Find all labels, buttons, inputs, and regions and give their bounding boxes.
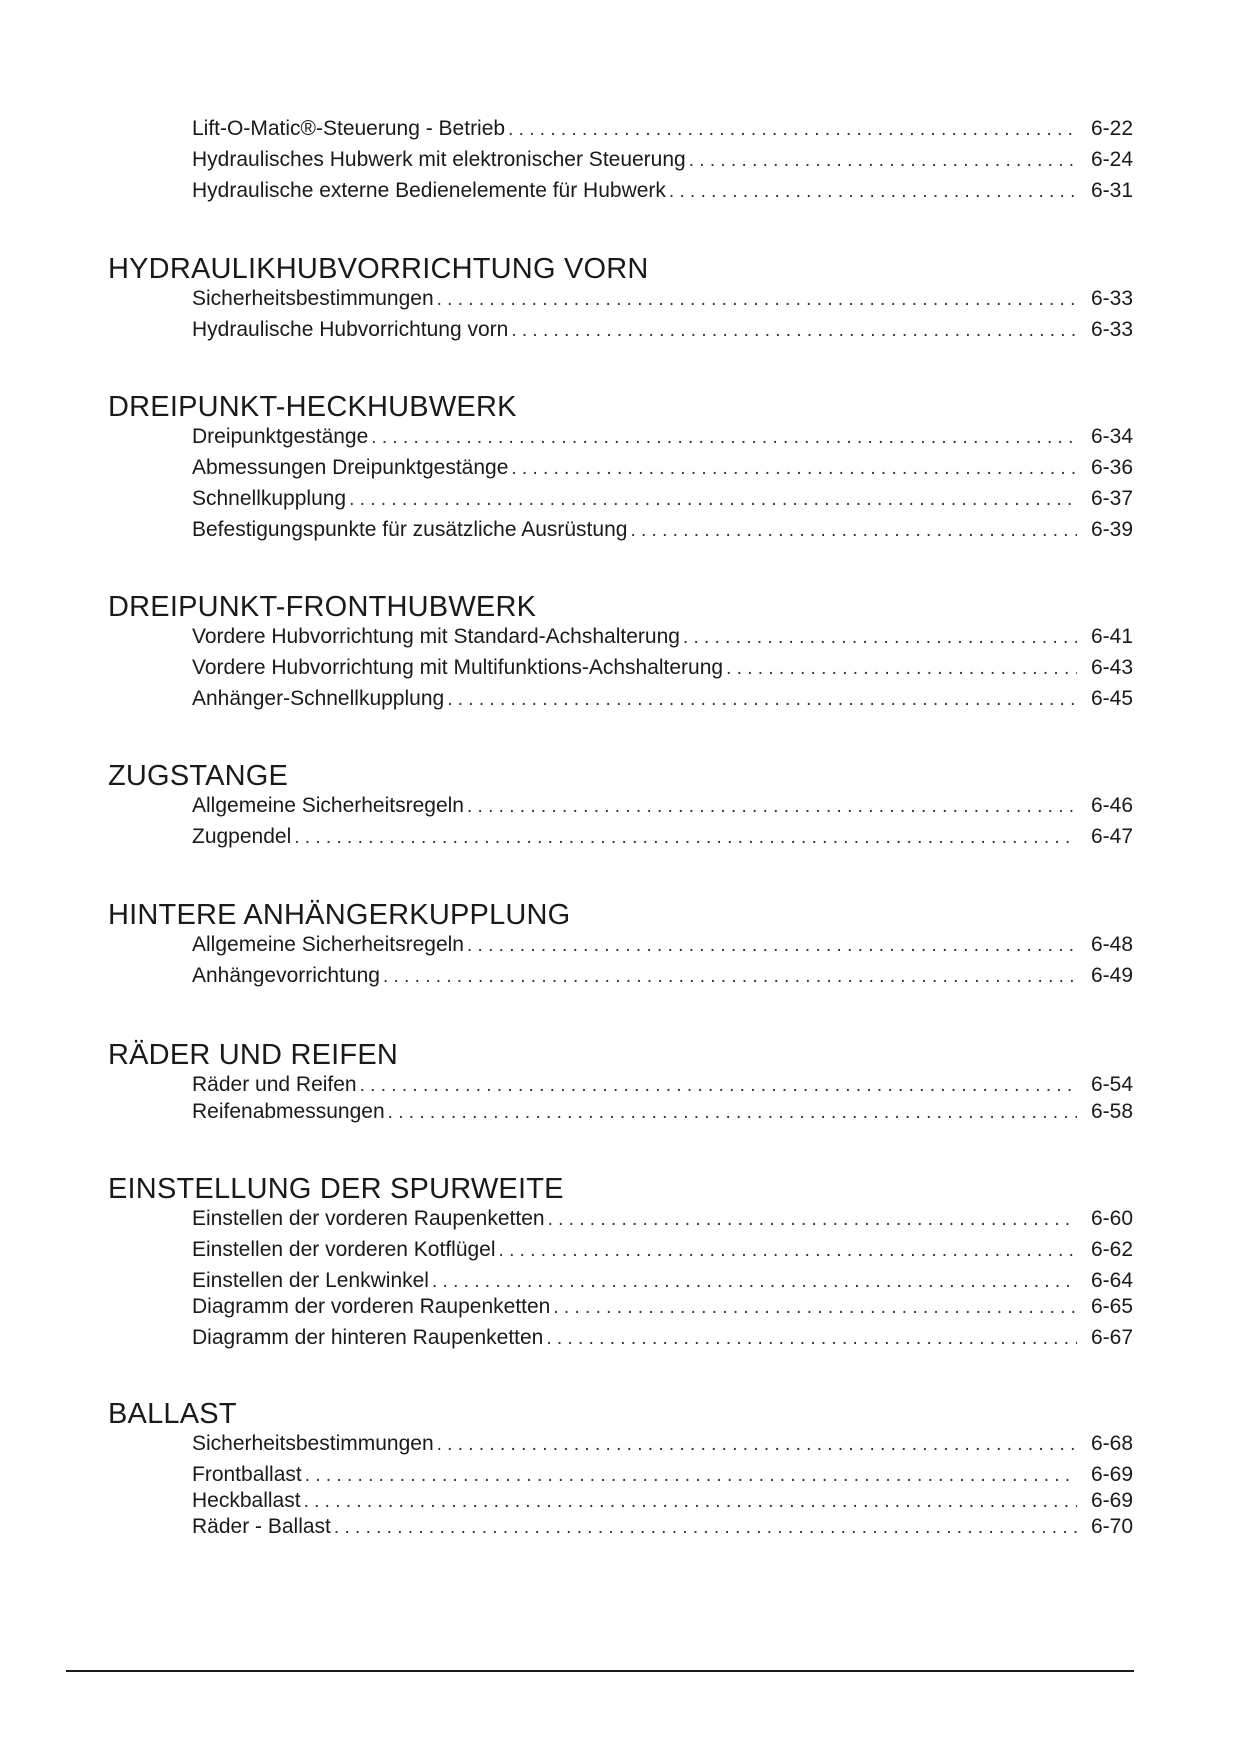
- toc-entry[interactable]: [192, 115, 1133, 143]
- toc-entry-title: Vordere Hubvorrichtung mit Multifunktions-Achshalterung: [192, 656, 724, 679]
- toc-entry-title: Vordere Hubvorrichtung mit Standard-Achshalterung: [192, 625, 680, 648]
- toc-section-raeder-und-reifen: [108, 1039, 1133, 1123]
- dot-leader: [334, 1514, 1077, 1541]
- section-heading: RÄDER UND REIFEN: [108, 1039, 398, 1071]
- toc-entry-page: 6-49: [1090, 964, 1133, 987]
- dot-leader: [383, 963, 1077, 990]
- toc-entry-title: Räder - Ballast: [192, 1515, 331, 1538]
- toc-entry-page: 6-47: [1090, 825, 1133, 848]
- toc-entry[interactable]: [192, 1236, 1133, 1264]
- toc-entry[interactable]: [192, 654, 1133, 682]
- dot-leader: [437, 1431, 1077, 1458]
- toc-entry-page: 6-45: [1090, 687, 1133, 710]
- dot-leader: [432, 1268, 1077, 1295]
- dot-leader: [388, 1099, 1077, 1126]
- toc-entry-title: Hydraulische Hubvorrichtung vorn: [192, 318, 509, 341]
- dot-leader: [349, 486, 1077, 513]
- toc-entry-page: 6-69: [1090, 1463, 1133, 1486]
- toc-entry-page: 6-34: [1090, 425, 1133, 448]
- toc-entry-title: Dreipunktgestänge: [192, 425, 369, 448]
- toc-entry-title: Einstellen der Lenkwinkel: [192, 1269, 429, 1292]
- toc-entry-title: Diagramm der vorderen Raupenketten: [192, 1295, 551, 1318]
- toc-entry[interactable]: [192, 146, 1133, 174]
- toc-entry[interactable]: [192, 1461, 1133, 1489]
- toc-entry-page: 6-70: [1090, 1515, 1133, 1538]
- toc-entry[interactable]: [192, 485, 1133, 513]
- toc-section-dreipunkt-heckhubwerk: [108, 391, 1133, 541]
- section-heading: DREIPUNKT-FRONTHUBWERK: [108, 591, 537, 623]
- toc-entry-title: Schnellkupplung: [192, 487, 347, 510]
- toc-entry-title: Hydraulische externe Bedienelemente für Hubwerk: [192, 179, 666, 202]
- toc-entry[interactable]: [192, 316, 1133, 344]
- section-heading: ZUGSTANGE: [108, 760, 289, 792]
- toc-entry-page: 6-33: [1090, 318, 1133, 341]
- toc-entry-page: 6-33: [1090, 287, 1133, 310]
- section-heading: EINSTELLUNG DER SPURWEITE: [108, 1173, 564, 1205]
- toc-entry-title: Einstellen der vorderen Kotflügel: [192, 1238, 496, 1261]
- toc-entry[interactable]: [192, 285, 1133, 313]
- toc-entry[interactable]: [192, 177, 1133, 205]
- toc-entry[interactable]: [192, 623, 1133, 651]
- section-heading: HINTERE ANHÄNGERKUPPLUNG: [108, 899, 571, 931]
- toc-entry[interactable]: [192, 792, 1133, 820]
- toc-entry-title: Lift-O-Matic®-Steuerung - Betrieb: [192, 117, 506, 140]
- dot-leader: [371, 424, 1077, 451]
- dot-leader: [360, 1072, 1077, 1099]
- toc-entry-page: 6-62: [1090, 1238, 1133, 1261]
- toc-entry-page: 6-31: [1090, 179, 1133, 202]
- footer-rule: [66, 1670, 1134, 1672]
- dot-leader: [447, 686, 1077, 713]
- toc-entry-title: Räder und Reifen: [192, 1073, 357, 1096]
- toc-entry-title: Anhänger-Schnellkupplung: [192, 687, 445, 710]
- toc-entry[interactable]: [192, 1071, 1133, 1099]
- dot-leader: [669, 178, 1077, 205]
- section-heading: DREIPUNKT-HECKHUBWERK: [108, 391, 517, 423]
- dot-leader: [499, 1237, 1077, 1264]
- dot-leader: [683, 624, 1077, 651]
- section-heading: BALLAST: [108, 1398, 237, 1430]
- toc-entry-title: Zugpendel: [192, 825, 292, 848]
- toc-entry[interactable]: [192, 516, 1133, 544]
- toc-section-hydraulikhubvorrichtung-vorn: [108, 253, 1133, 341]
- toc-entry[interactable]: [192, 962, 1133, 990]
- toc-entry[interactable]: [192, 454, 1133, 482]
- toc-section-ballast: [108, 1398, 1133, 1538]
- dot-leader: [304, 1488, 1077, 1515]
- dot-leader: [467, 793, 1077, 820]
- toc-entry-page: 6-69: [1090, 1489, 1133, 1512]
- toc-entry-page: 6-24: [1090, 148, 1133, 171]
- toc-entry-title: Heckballast: [192, 1489, 301, 1512]
- toc-entry-page: 6-54: [1090, 1073, 1133, 1096]
- toc-entry-title: Diagramm der hinteren Raupenketten: [192, 1326, 544, 1349]
- dot-leader: [511, 317, 1077, 344]
- dot-leader: [437, 286, 1077, 313]
- toc-entry[interactable]: [192, 1513, 1133, 1541]
- toc-entry-page: 6-67: [1090, 1326, 1133, 1349]
- toc-entry-title: Sicherheitsbestimmungen: [192, 1432, 434, 1455]
- dot-leader: [305, 1462, 1077, 1489]
- dot-leader: [726, 655, 1077, 682]
- dot-leader: [548, 1206, 1077, 1233]
- toc-entry-title: Einstellen der vorderen Raupenketten: [192, 1207, 545, 1230]
- toc-entry-page: 6-22: [1090, 117, 1133, 140]
- toc-entry[interactable]: [192, 823, 1133, 851]
- toc-entry-page: 6-36: [1090, 456, 1133, 479]
- toc-section-zugstange: [108, 760, 1133, 848]
- toc-entry-page: 6-58: [1090, 1100, 1133, 1123]
- toc-section-dreipunkt-fronthubwerk: [108, 591, 1133, 710]
- toc-entry-page: 6-39: [1090, 518, 1133, 541]
- toc-entry-title: Befestigungspunkte für zusätzliche Ausrüstung: [192, 518, 628, 541]
- toc-entry-page: 6-43: [1090, 656, 1133, 679]
- toc-entry-page: 6-60: [1090, 1207, 1133, 1230]
- section-heading: HYDRAULIKHUBVORRICHTUNG VORN: [108, 253, 649, 285]
- toc-entry-title: Hydraulisches Hubwerk mit elektronischer Steuerung: [192, 148, 686, 171]
- dot-leader: [630, 517, 1077, 544]
- toc-entry[interactable]: [192, 1293, 1133, 1321]
- dot-leader: [467, 932, 1077, 959]
- toc-section-einstellung-der-spurweite: [108, 1173, 1133, 1349]
- toc-entry-page: 6-46: [1090, 794, 1133, 817]
- toc-entry-title: Frontballast: [192, 1463, 302, 1486]
- toc-entry[interactable]: [192, 1430, 1133, 1458]
- toc-section-hintere-anhaengerkupplung: [108, 899, 1133, 987]
- dot-leader: [508, 116, 1077, 143]
- toc-entry[interactable]: [192, 931, 1133, 959]
- toc-entry-page: 6-41: [1090, 625, 1133, 648]
- toc-entry[interactable]: [192, 1205, 1133, 1233]
- toc-entry-title: Anhängevorrichtung: [192, 964, 380, 987]
- toc-entry-page: 6-48: [1090, 933, 1133, 956]
- toc-entry[interactable]: [192, 685, 1133, 713]
- toc-entry[interactable]: [192, 423, 1133, 451]
- toc-entry-title: Reifenabmessungen: [192, 1100, 385, 1123]
- toc-entry-title: Allgemeine Sicherheitsregeln: [192, 933, 464, 956]
- toc-entry-title: Sicherheitsbestimmungen: [192, 287, 434, 310]
- toc-entry-page: 6-37: [1090, 487, 1133, 510]
- toc-entry-title: Allgemeine Sicherheitsregeln: [192, 794, 464, 817]
- toc-entry-page: 6-64: [1090, 1269, 1133, 1292]
- toc-entry[interactable]: [192, 1267, 1133, 1295]
- dot-leader: [553, 1294, 1077, 1321]
- dot-leader: [546, 1325, 1077, 1352]
- dot-leader: [294, 824, 1077, 851]
- toc-entry[interactable]: [192, 1487, 1133, 1515]
- toc-entry-page: 6-68: [1090, 1432, 1133, 1455]
- dot-leader: [689, 147, 1077, 174]
- toc-entry[interactable]: [192, 1324, 1133, 1352]
- toc-entry-page: 6-65: [1090, 1295, 1133, 1318]
- dot-leader: [511, 455, 1077, 482]
- toc-entry[interactable]: [192, 1098, 1133, 1126]
- toc-entry-title: Abmessungen Dreipunktgestänge: [192, 456, 509, 479]
